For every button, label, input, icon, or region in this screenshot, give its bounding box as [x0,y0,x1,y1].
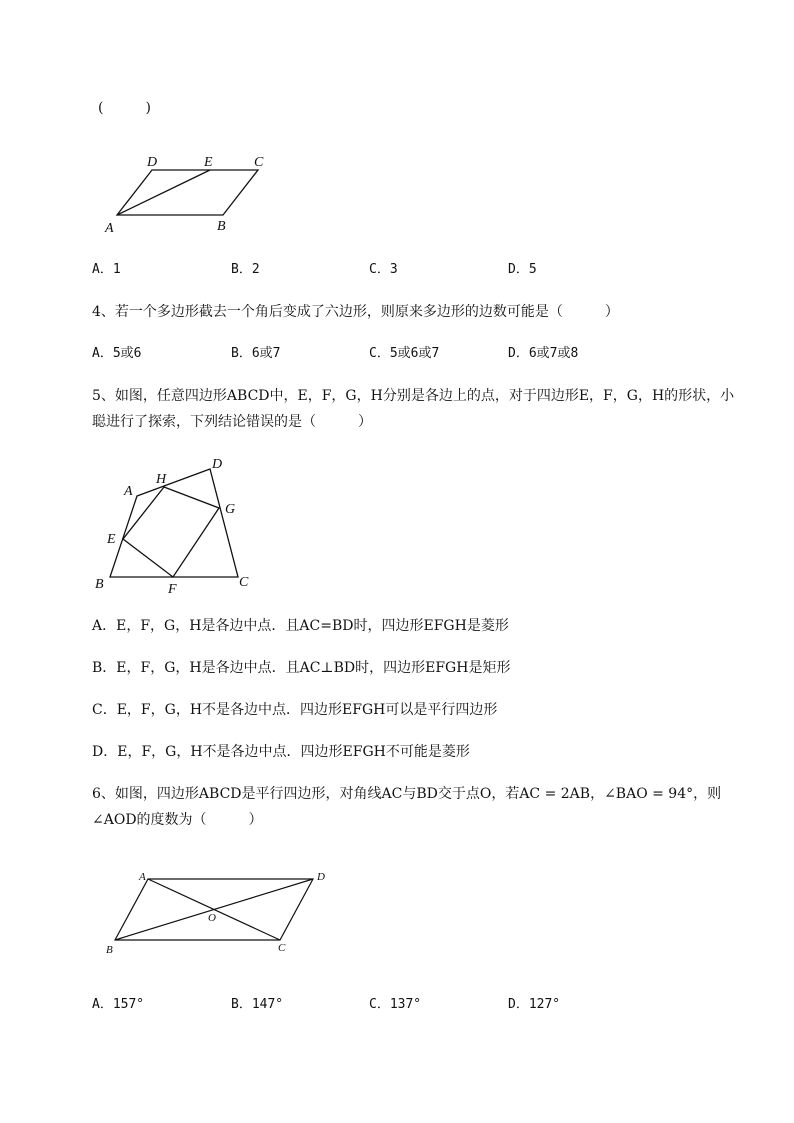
q5-label-a: A [124,484,133,499]
q4-option-d[interactable]: D．6或7或8 [508,346,579,361]
q5-stem-line2: 聪进行了探索，下列结论错误的是（ ） [92,414,372,430]
q6-label-b: B [106,944,113,956]
q6-label-o: O [208,912,216,924]
q6-stem-line1: 6、如图，四边形ABCD是平行四边形，对角线AC与BD交于点O，若AC = 2AB，∠BAO = 94°，则 [92,786,722,802]
q5-label-e: E [107,532,116,547]
q3-option-c[interactable]: C．3 [369,262,398,277]
q4-stem: 4、若一个多边形截去一个角后变成了六边形，则原来多边形的边数可能是（ ） [92,304,619,320]
q6-label-c: C [278,942,286,954]
q6-option-c[interactable]: C．137° [369,997,422,1012]
q3-label-a: A [105,221,114,236]
q6-label-d: D [317,871,325,883]
q5-label-g: G [225,502,236,517]
q5-option-b[interactable]: B．E，F，G，H是各边中点．且AC⊥BD时，四边形EFGH是矩形 [92,660,511,676]
q5-option-d[interactable]: D．E，F，G，H不是各边中点．四边形EFGH不可能是菱形 [92,744,470,760]
q5-label-c: C [239,575,249,590]
q3-label-c: C [254,155,264,170]
q4-option-a[interactable]: A．5或6 [92,346,142,361]
q5-label-d: D [212,457,223,472]
q4-option-c[interactable]: C．5或6或7 [369,346,440,361]
q3-label-e: E [204,155,213,170]
q3-label-d: D [147,155,158,170]
q6-label-a: A [139,871,146,883]
q6-option-b[interactable]: B．147° [231,997,284,1012]
q5-option-c[interactable]: C．E，F，G，H不是各边中点．四边形EFGH可以是平行四边形 [92,702,498,718]
q5-label-f: F [168,582,177,597]
q5-label-h: H [156,472,167,487]
q5-stem-line1: 5、如图，任意四边形ABCD中，E，F，G，H分别是各边上的点，对于四边形E，F，G，H的形状，小 [92,388,735,404]
q5-option-a[interactable]: A．E，F，G，H是各边中点．且AC=BD时，四边形EFGH是菱形 [92,618,509,634]
q3-label-b: B [217,219,226,234]
q6-stem-line2: ∠AOD的度数为（ ） [92,812,263,828]
q3-option-a[interactable]: A．1 [92,262,121,277]
q6-option-a[interactable]: A．157° [92,997,145,1012]
q5-label-b: B [95,577,104,592]
q3-option-d[interactable]: D．5 [508,262,537,277]
q3-bracket: ( ) [98,100,151,116]
q3-option-b[interactable]: B．2 [231,262,260,277]
q6-option-d[interactable]: D．127° [508,997,561,1012]
q4-option-b[interactable]: B．6或7 [231,346,281,361]
